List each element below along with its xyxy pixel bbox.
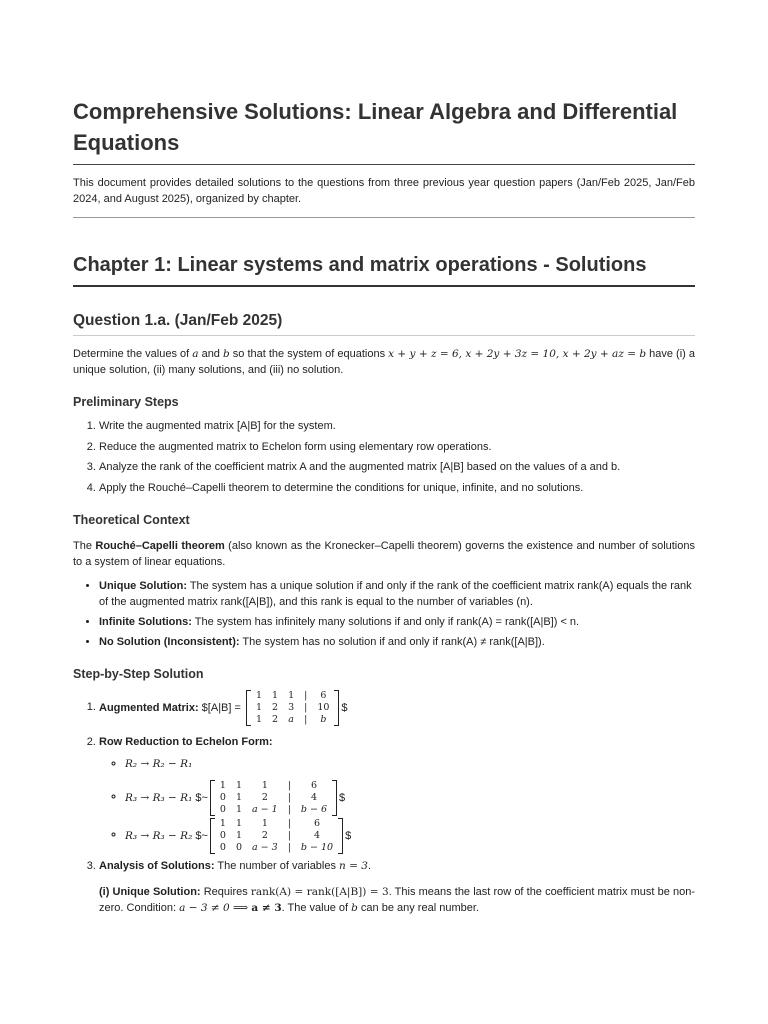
matrix-cell: 1 <box>219 779 226 791</box>
matrix-row <box>251 714 334 726</box>
matrix-row <box>251 702 334 714</box>
matrix-cell: b <box>320 713 327 725</box>
matrix-cell: a − 1 <box>252 803 278 815</box>
matrix-cell: 6 <box>310 779 317 791</box>
matrix-cell: | <box>304 713 308 725</box>
matrix-row <box>215 780 332 792</box>
step-augmented-matrix: 1. Augmented Matrix: $[A|B] = 1 1 1 | 6 1 2 3 | 10 1 2 a | b $ <box>99 690 695 726</box>
matrix-cell: 2 <box>272 713 279 725</box>
matrix-cell: | <box>287 841 291 853</box>
matrix-cell: 10 <box>317 701 330 713</box>
matrix-cell: 2 <box>261 829 268 841</box>
prelim-item: 2. Reduce the augmented matrix to Echelon form using elementary row operations. <box>99 439 695 455</box>
matrix-cell: 1 <box>219 817 226 829</box>
prelim-list <box>73 418 695 496</box>
matrix-cell: 1 <box>261 779 268 791</box>
prelim-item: 4. Apply the Rouché–Capelli theorem to determine the conditions for unique, infinite, and no solutions. <box>99 480 695 496</box>
matrix-cell: 1 <box>235 791 242 803</box>
matrix-cell: | <box>287 791 291 803</box>
matrix-row <box>215 804 332 816</box>
matrix-cell: 1 <box>235 829 242 841</box>
matrix-cell: 1 <box>235 803 242 815</box>
matrix-cell: 0 <box>219 791 226 803</box>
matrix-cell: 1 <box>255 713 263 725</box>
matrix-row <box>215 792 332 804</box>
matrix-cell: 3 <box>288 701 295 713</box>
row-op: ◦ R₃ → R₃ − R₂ $~ 1 1 1 | 6 0 1 2 | 4 0 0 a − 3 | b − 10 $ <box>125 818 695 854</box>
document <box>73 96 695 921</box>
matrix-cell: 0 <box>219 803 226 815</box>
theory-item: • Infinite Solutions: The system has infinitely many solutions if and only if rank(A) = rank([A|B]) < n. <box>99 614 695 630</box>
matrix-cell: 4 <box>313 829 321 841</box>
question-text: Determine the values of a and b so that the system of equations x + y + z = 6, x + 2y + 3z = 10, x + 2y + az = b have (i) a unique solution, (ii) many solutions, and (iii) no solution. <box>73 348 695 376</box>
matrix-cell: | <box>287 829 291 841</box>
question-heading: Question 1.a. (Jan/Feb 2025) <box>73 311 695 336</box>
intro-paragraph: This document provides detailed solutions to the questions from three previous year question papers (Jan/Feb 2025, Jan/Feb 2024, and August 2025), organized by chapter. <box>73 165 695 218</box>
matrix-cell: | <box>304 701 308 713</box>
matrix-row <box>215 818 338 830</box>
matrix-cell: 1 <box>255 689 263 701</box>
matrix-cell: 1 <box>235 779 242 791</box>
row-op: ◦ R₃ → R₃ − R₁ $~ 1 1 1 | 6 0 1 2 | 4 0 1 a − 1 | b − 6 $ <box>125 780 695 816</box>
prelim-heading: Preliminary Steps <box>73 395 179 409</box>
reduced-matrix-1 <box>210 780 337 816</box>
theory-item: • Unique Solution: The system has a unique solution if and only if the rank of the coefficient matrix rank(A) equals the rank of the augmented matrix rank([A|B]), and this rank is equal to the number of variables (n). <box>99 578 695 610</box>
theory-item: • No Solution (Inconsistent): The system has no solution if and only if rank(A) ≠ rank([A|B]). <box>99 634 695 650</box>
matrix-cell: 1 <box>272 689 279 701</box>
steps-list <box>73 690 695 917</box>
prelim-item: 1. Write the augmented matrix [A|B] for the system. <box>99 418 695 434</box>
matrix-cell: 1 <box>255 701 263 713</box>
augmented-matrix <box>246 690 339 726</box>
theory-paragraph: The Rouché–Capelli theorem (also known as the Kronecker–Capelli theorem) governs the existence and number of solutions to a system of linear equations. <box>73 539 695 568</box>
matrix-row <box>251 690 334 702</box>
row-ops-list <box>99 756 695 854</box>
matrix-cell: 4 <box>310 791 317 803</box>
matrix-row <box>215 842 338 854</box>
matrix-cell: 2 <box>272 701 279 713</box>
matrix-cell: a − 3 <box>252 841 278 853</box>
matrix-cell: | <box>287 779 291 791</box>
matrix-cell: 0 <box>219 829 226 841</box>
matrix-cell: 6 <box>320 689 327 701</box>
steps-heading: Step-by-Step Solution <box>73 666 204 681</box>
unique-solution-paragraph: (i) Unique Solution: Requires rank(A) = rank([A|B]) = 3. This means the last row of the coefficient matrix must be non-zero. Condition: a − 3 ≠ 0 ⟹ a ≠ 3. The value of b can be any real number. <box>99 886 695 914</box>
matrix-cell: a <box>288 713 294 725</box>
step-row-reduction: 2. Row Reduction to Echelon Form: ◦ R₂ → R₂ − R₁ ◦ R₃ → R₃ − R₁ $~ 1 1 1 | 6 0 1 2 | 4 0 1 a − 1 | b − 6 $ ◦ R₃ → R₃ − R₂ $~ 1 1 1 | 6 0 1 2 | 4 0 0 a − 3 | b − 10 $ <box>99 734 695 854</box>
reduced-matrix-2 <box>210 818 343 854</box>
chapter-heading: Chapter 1: Linear systems and matrix operations - Solutions <box>73 252 695 287</box>
theory-heading: Theoretical Context <box>73 512 190 527</box>
matrix-cell: 2 <box>261 791 268 803</box>
matrix-cell: 6 <box>313 817 321 829</box>
document-title: Comprehensive Solutions: Linear Algebra and Differential Equations <box>73 96 695 165</box>
row-op: ◦ R₂ → R₂ − R₁ <box>125 756 695 772</box>
matrix-cell: 0 <box>235 841 242 853</box>
matrix-row <box>215 830 338 842</box>
matrix-cell: | <box>304 689 308 701</box>
matrix-cell: 1 <box>235 817 242 829</box>
matrix-cell: b − 10 <box>300 841 334 853</box>
matrix-cell: | <box>287 803 291 815</box>
prelim-item: 3. Analyze the rank of the coefficient matrix A and the augmented matrix [A|B] based on the values of a and b. <box>99 459 695 475</box>
matrix-cell: 1 <box>261 817 268 829</box>
matrix-cell: b − 6 <box>300 803 328 815</box>
theory-list <box>73 578 695 650</box>
matrix-cell: | <box>287 817 291 829</box>
matrix-cell: 1 <box>288 689 295 701</box>
step-analysis: 3. Analysis of Solutions: The number of variables n = 3. (i) Unique Solution: Requires rank(A) = rank([A|B]) = 3. This means the last row of the coefficient matrix must be non-zero. Condition: a − 3 ≠ 0 ⟹ a ≠ 3. The value of b can be any real number. <box>99 858 695 916</box>
matrix-cell: 0 <box>219 841 226 853</box>
